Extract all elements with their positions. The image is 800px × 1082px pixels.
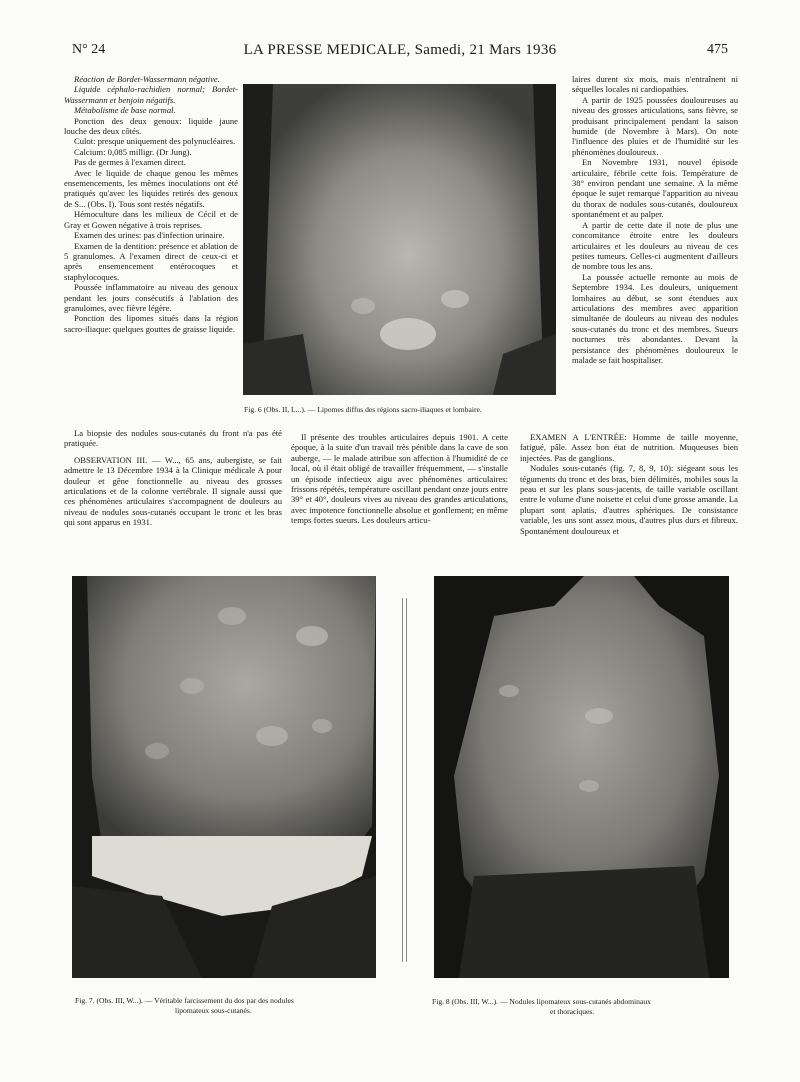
paragraph: Calcium: 0,085 milligr. (Dr Jung). — [74, 146, 192, 157]
paragraph: Réaction de Bordet-Wassermann négative. — [74, 74, 220, 84]
figure-8-caption — [432, 997, 752, 1016]
paragraph: Examen des urines: pas d'infection urinaire. — [74, 230, 225, 241]
caption-line: lipomateux sous-cutanés. — [175, 1005, 252, 1015]
paragraph: Ponction des deux genoux: liquide jaune louche des deux côtés. — [64, 115, 238, 137]
column-divider — [406, 598, 407, 962]
issue-number: N° 24 — [72, 42, 106, 57]
figure-7-photo — [72, 576, 376, 978]
paragraph: En Novembre 1931, nouvel épisode articulaire, fébrile cette fois. Température de 38° environ pendant une semaine. A la même époque le sujet remarque l'apparition au niveau du thorax de nodules sous-cutanés, douloureux spontanément et au palper. — [572, 157, 738, 220]
caption-line: Fig. 8 (Obs. III, W...). — Nodules lipomateux sous-cutanés abdominaux — [432, 997, 651, 1006]
figure-6-photo — [243, 84, 556, 395]
paragraph: Nodules sous-cutanés (fig. 7, 8, 9, 10): siégeant sous les téguments du tronc et des bras, bien délimités, mobiles sous la peau et sur les plans sous-jacents, de taille variable oscillant entre le volume d'une noisette et celui d'une grosse amande. La plupart sont aplatis, d'autres sphériques. De consistance variable, les uns sont assez mous, d'autres plus durs et fibreux. Spontanément douloureux et — [520, 463, 738, 536]
paragraph: Il présente des troubles articulaires depuis 1901. A cette époque, à la suite d'un travail très pénible dans la cave de son auberge, — le malade attribue son affection à l'humidité de ce local, où il était obligé de travailler fréquemment, — s'installe un épisode infectieux aigu avec phénomènes articulaires: frissons répétés, température oscillant pendant onze jours entre 39° et 40°, douleurs vives au niveau des grandes articulations, avec impotence fonctionnelle absolue et gonflement; en même temps fortes sueurs. Les douleurs articu- — [291, 432, 508, 526]
text-block-right-wide — [520, 432, 738, 536]
paragraph: Métabolisme de base normal. — [74, 105, 176, 116]
caption-line: et thoraciques. — [550, 1006, 595, 1016]
paragraph: A partir de 1925 poussées douloureuses au niveau des grosses articulations, sans fièvre, se produisant principalement pendant la saison humide (de Novembre à Mars). On note l'influence des pluies et de l'humidité sur les phénomènes douloureux. — [572, 94, 738, 157]
paragraph: La poussée actuelle remonte au mois de Septembre 1934. Les douleurs, uniquement lombaires au début, se sont étendues aux articulations des membres avec apparition simultanée de douleurs au niveau des nodules sous-cutanés du tronc et des membres. Sueurs nocturnes très abondantes. Devant la persistance des phénomènes douloureux le malade se fait hospitaliser. — [572, 271, 738, 365]
text-column-1 — [64, 74, 238, 334]
paragraph: Avec le liquide de chaque genou les mêmes ensemencements, les mêmes inoculations ont été pratiqués qu'avec les liquides retirés des genoux de S... (Obs. I). Tous sont restés négatifs. — [64, 167, 238, 209]
paragraph: La biopsie des nodules sous-cutanés du front n'a pas été pratiquée. — [64, 428, 282, 449]
figure-7-caption — [75, 996, 395, 1015]
paragraph: Liquide céphalo-rachidien normal; Bordet-Wassermann et benjoin négatifs. — [64, 84, 238, 105]
figure-8-photo — [434, 576, 729, 978]
page-header — [72, 42, 728, 62]
paragraph: Poussée inflammatoire au niveau des genoux pendant les jours consécutifs à l'ablation des granulomes, avec fièvre légère. — [64, 282, 238, 313]
journal-title: LA PRESSE MEDICALE, Samedi, 21 Mars 1936 — [243, 42, 557, 58]
page-number: 475 — [707, 42, 728, 57]
caption-line: Fig. 7. (Obs. III, W...). — Véritable farcissement du dos par des nodules — [75, 996, 294, 1005]
paragraph: Culot: presque uniquement des polynucléaires. — [74, 136, 236, 147]
figure-6-caption: Fig. 6 (Obs. II, L...). — Lipomes diffus des régions sacro-iliaques et lombaire. — [244, 405, 482, 414]
paragraph: Examen de la dentition: présence et ablation de 5 granulomes. A l'examen direct de ceux-ci et après ensemencement entérocoques et staphylocoques. — [64, 240, 238, 282]
paragraph: EXAMEN A L'ENTRÉE: Homme de taille moyenne, fatigué, pâle. Assez bon état de nutrition. Muqueuses bien injectées. Pas de ganglions. — [520, 432, 738, 463]
text-block-wide — [64, 428, 282, 528]
column-divider — [402, 598, 403, 962]
paragraph: Pas de germes à l'examen direct. — [74, 157, 186, 168]
paragraph: laires durent six mois, mais n'entraînent ni séquelles locales ni cardiopathies. — [572, 74, 738, 95]
paragraph: Hémoculture dans les milieux de Cécil et de Gray et Gowen négative à trois reprises. — [64, 209, 238, 230]
text-column-2 — [291, 432, 508, 526]
paragraph: A partir de cette date il note de plus une concomitance étroite entre les douleurs articulaires et les douleurs au niveau de ces petites tumeurs. Celles-ci augmentent d'ailleurs de nombre tous les ans. — [572, 219, 738, 272]
observation-paragraph: OBSERVATION III. — W..., 65 ans, aubergiste, se fait admettre le 13 Décembre 1934 à la Clinique médicale A pour douleur et gêne fonctionnelle au niveau des grosses articulations et de la colonne vertébrale. Il signale aussi que ces phénomènes articulaires s'accompagnent de douleurs au niveau de nodules sous-cutanés occupant le tronc et les bras qui sont apparus en 1931. — [64, 454, 282, 528]
text-column-3 — [572, 74, 738, 365]
paragraph: Ponction des lipomes situés dans la région sacro-iliaque: quelques gouttes de graisse liquide. — [64, 313, 238, 334]
